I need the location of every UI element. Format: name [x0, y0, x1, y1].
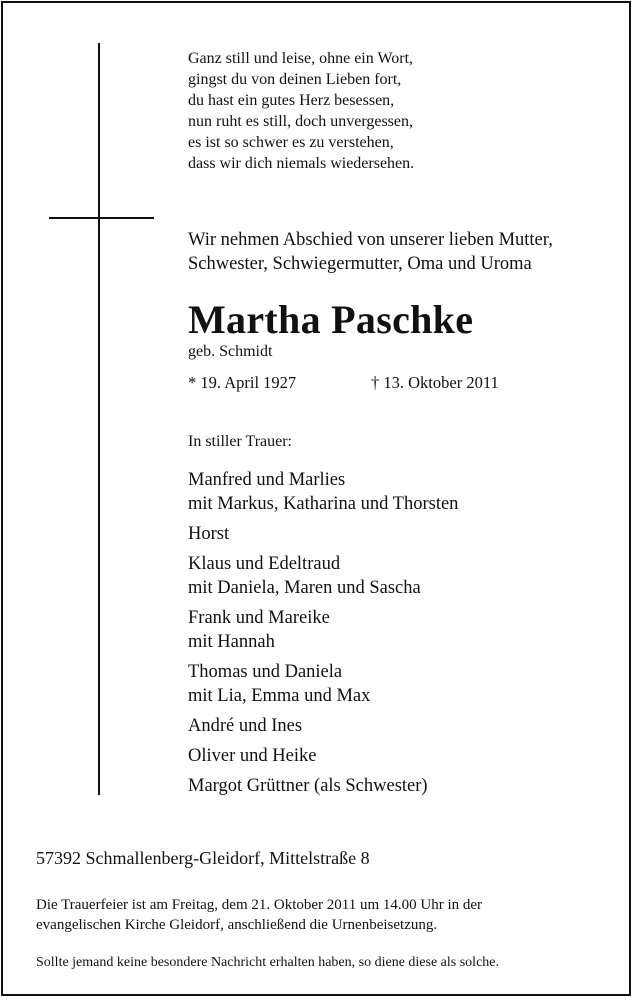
poem-line: es ist so schwer es zu verstehen, [188, 134, 394, 151]
memorial-poem [188, 48, 414, 174]
mourner-line: Klaus und Edeltraud [188, 554, 341, 574]
mourner-line: mit Daniela, Maren und Sascha [188, 578, 421, 598]
family-address: 57392 Schmallenberg-Gleidorf, Mittelstraße 8 [36, 848, 370, 868]
mourner-group [188, 606, 458, 654]
mourner-line: mit Hannah [188, 632, 275, 652]
mourner-line: Oliver und Heike [188, 746, 317, 766]
mourner-group [188, 552, 458, 600]
mourner-line: Manfred und Marlies [188, 470, 346, 490]
birth-date: * 19. April 1927 [188, 373, 297, 392]
mourner-group [188, 660, 458, 708]
cross-vertical-beam [98, 43, 100, 795]
farewell-intro [188, 228, 553, 276]
poem-line: gingst du von deinen Lieben fort, [188, 71, 402, 88]
intro-line: Wir nehmen Abschied von unserer lieben Mutter, [188, 230, 553, 250]
deceased-name: Martha Paschke [188, 297, 474, 342]
poem-line: nun ruht es still, doch unvergessen, [188, 113, 414, 130]
mourner-line: mit Markus, Katharina und Thorsten [188, 494, 459, 514]
mourner-group [188, 744, 458, 768]
notification-disclaimer: Sollte jemand keine besondere Nachricht erhalten haben, so diene diese als solche. [36, 955, 499, 970]
maiden-name: geb. Schmidt [188, 343, 273, 360]
mourner-group [188, 714, 458, 738]
mourner-line: mit Lia, Emma und Max [188, 686, 371, 706]
ceremony-line: Die Trauerfeier ist am Freitag, dem 21. Oktober 2011 um 14.00 Uhr in der [36, 897, 483, 913]
mourner-line: Thomas und Daniela [188, 662, 343, 682]
mourner-line: Margot Grüttner (als Schwester) [188, 776, 428, 796]
mourning-heading: In stiller Trauer: [188, 433, 292, 450]
death-date: † 13. Oktober 2011 [371, 373, 499, 392]
mourner-group [188, 522, 458, 546]
poem-line: dass wir dich niemals wiedersehen. [188, 155, 415, 172]
mourner-line: Horst [188, 524, 230, 544]
ceremony-line: evangelischen Kirche Gleidorf, anschließend die Urnenbeisetzung. [36, 917, 438, 933]
mourner-group [188, 468, 458, 516]
mourner-line: André und Ines [188, 716, 303, 736]
ceremony-info [36, 895, 482, 935]
poem-line: du hast ein gutes Herz besessen, [188, 92, 395, 109]
intro-line: Schwester, Schwiegermutter, Oma und Uroma [188, 254, 532, 274]
cross-horizontal-beam [49, 217, 154, 219]
mourner-group [188, 774, 458, 798]
poem-line: Ganz still und leise, ohne ein Wort, [188, 50, 414, 67]
mourners-list [188, 468, 458, 804]
mourner-line: Frank und Mareike [188, 608, 330, 628]
